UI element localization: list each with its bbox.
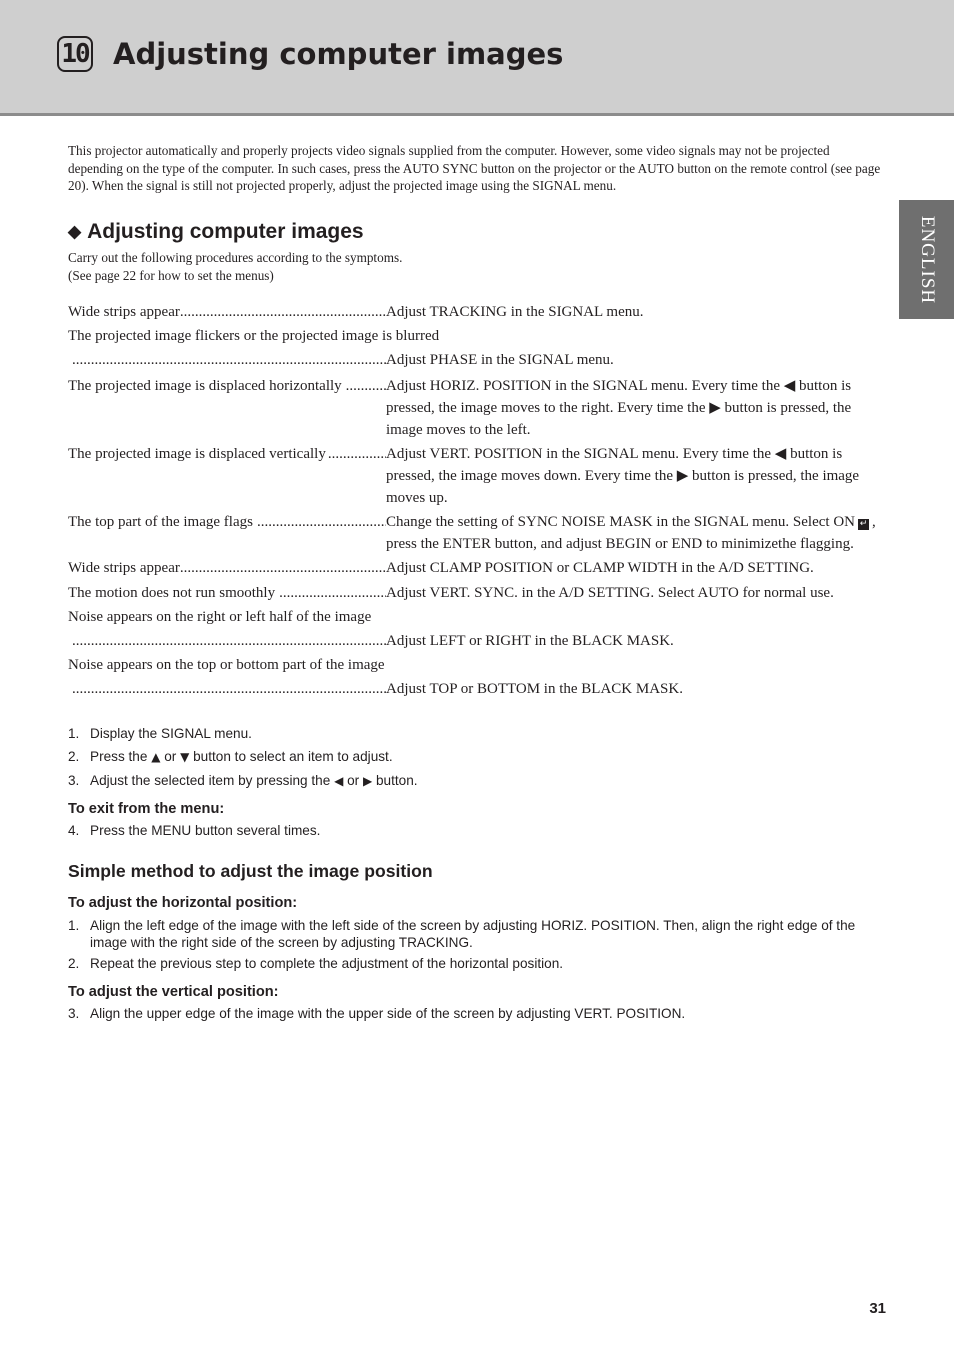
step-number: 4. bbox=[68, 823, 80, 838]
section-description bbox=[68, 249, 402, 285]
symptom-row-motion bbox=[68, 582, 886, 604]
leader-dots bbox=[346, 375, 386, 441]
header-band bbox=[0, 0, 954, 116]
exit-steps-list bbox=[68, 822, 882, 845]
symptom-row-wide-strips-clamp bbox=[68, 557, 886, 579]
symptom-row-noise-top-bottom bbox=[68, 654, 886, 676]
list-item bbox=[68, 822, 882, 839]
step-text-part: or bbox=[347, 773, 360, 788]
step-number: 3. bbox=[68, 773, 80, 788]
right-arrow-icon: ▶ bbox=[362, 774, 373, 788]
leader-dots bbox=[72, 678, 386, 700]
horizontal-position-heading: To adjust the horizontal position: bbox=[68, 895, 298, 911]
leader-dots bbox=[279, 582, 386, 604]
list-item bbox=[68, 772, 882, 790]
step-text-part: Adjust the selected item by pressing the bbox=[90, 773, 331, 788]
remedy-text: Adjust VERT. SYNC. in the A/D SETTING. Select AUTO for normal use. bbox=[386, 585, 834, 601]
section-description-line-1: Carry out the following procedures according to the symptoms. bbox=[68, 250, 403, 265]
step-text: Align the upper edge of the image with the upper side of the screen by adjusting VERT. POSITION. bbox=[90, 1006, 686, 1021]
list-item bbox=[68, 917, 882, 951]
step-number: 3. bbox=[68, 1006, 80, 1021]
symptom-table bbox=[68, 301, 886, 700]
leader-dots bbox=[72, 630, 386, 652]
page-title: Adjusting computer images bbox=[113, 37, 564, 71]
vertical-position-heading: To adjust the vertical position: bbox=[68, 984, 279, 1000]
left-arrow-icon: ◀ bbox=[334, 774, 344, 788]
step-text-part: button. bbox=[375, 773, 418, 788]
step-text: Press the MENU button several times. bbox=[90, 823, 321, 838]
symptom-row-flags bbox=[68, 511, 886, 555]
simple-method-heading: Simple method to adjust the image position bbox=[68, 861, 433, 881]
remedy-text: Adjust HORIZ. POSITION in the SIGNAL menu. Every time the ◀ button is pressed, the image moves to the right. Every time the ▶ button is pressed, the image moves to the left. bbox=[386, 378, 852, 438]
remedy-text-part-1: Change the setting of SYNC NOISE MASK in the SIGNAL menu. Select ON bbox=[386, 514, 855, 530]
symptom-text: Noise appears on the top or bottom part of the image bbox=[68, 657, 385, 673]
remedy-text: Adjust LEFT or RIGHT in the BLACK MASK. bbox=[386, 633, 674, 649]
remedy-row-black-mask-lr bbox=[68, 630, 886, 652]
symptom-text: The projected image flickers or the projected image is blurred bbox=[68, 328, 440, 344]
step-number: 1. bbox=[68, 726, 80, 741]
remedy-text: Adjust VERT. POSITION in the SIGNAL menu. Every time the ◀ button is pressed, the image moves down. Every time the ▶ button is pressed, the image moves up. bbox=[386, 446, 860, 506]
remedy-text: Adjust TOP or BOTTOM in the BLACK MASK. bbox=[386, 681, 683, 697]
symptom-row-flicker bbox=[68, 325, 886, 347]
remedy-row-black-mask-tb bbox=[68, 678, 886, 700]
symptom-row-horizontal bbox=[68, 375, 886, 441]
symptom-text: The projected image is displaced vertically bbox=[68, 446, 326, 462]
menu-steps-list bbox=[68, 725, 882, 796]
horizontal-steps-list bbox=[68, 917, 882, 978]
leader-dots bbox=[180, 301, 386, 323]
exit-menu-heading: To exit from the menu: bbox=[68, 801, 225, 817]
symptom-text: The top part of the image flags bbox=[68, 514, 253, 530]
vertical-steps-list bbox=[68, 1005, 882, 1028]
remedy-text bbox=[386, 511, 886, 555]
step-text bbox=[90, 772, 882, 790]
symptom-text: The projected image is displaced horizontally bbox=[68, 378, 342, 394]
diamond-bullet-icon: ◆ bbox=[68, 222, 82, 241]
list-item bbox=[68, 748, 882, 766]
remedy-text-part-2: , press the ENTER button, and adjust BEGIN or END to minimizethe flagging. bbox=[386, 514, 876, 552]
step-text-part: button to select an item to adjust. bbox=[193, 749, 393, 764]
step-text: Repeat the previous step to complete the adjustment of the horizontal position. bbox=[90, 956, 564, 971]
remedy-row-phase bbox=[68, 349, 886, 371]
symptom-row-wide-strips bbox=[68, 301, 886, 323]
step-number: 2. bbox=[68, 749, 80, 764]
leader-dots bbox=[328, 443, 386, 509]
section-description-line-2: (See page 22 for how to set the menus) bbox=[68, 268, 274, 283]
symptom-row-noise-left-right bbox=[68, 606, 886, 628]
step-text-part: Press the bbox=[90, 749, 148, 764]
step-text-part: or bbox=[164, 749, 177, 764]
intro-paragraph: This projector automatically and properly projects video signals supplied from the computer. However, some video signals may not be projected depending on the type of the computer. In such cases, press the AUTO SYNC button on the projector or the AUTO button on the remote control (see page 20). When the signal is still not projected properly, adjust the projected image using the SIGNAL menu. bbox=[68, 143, 881, 193]
step-number: 1. bbox=[68, 918, 80, 933]
chapter-number-badge: 10 bbox=[57, 36, 93, 72]
leader-dots bbox=[180, 557, 386, 579]
list-item bbox=[68, 1005, 882, 1022]
remedy-text: Adjust TRACKING in the SIGNAL menu. bbox=[386, 304, 644, 320]
step-text: Align the left edge of the image with the left side of the screen by adjusting HORIZ. POSITION. Then, align the right edge of the image with the right side of the screen by adjusting TRACKING. bbox=[90, 918, 856, 950]
language-tab-label: ENGLISH bbox=[916, 215, 938, 304]
section-heading bbox=[68, 218, 364, 247]
remedy-text: Adjust CLAMP POSITION or CLAMP WIDTH in the A/D SETTING. bbox=[386, 560, 814, 576]
language-tab bbox=[899, 200, 954, 319]
enter-icon: ↵ bbox=[859, 519, 868, 529]
down-arrow-icon: ▼ bbox=[180, 750, 190, 764]
symptom-row-vertical bbox=[68, 443, 886, 509]
symptom-text: Noise appears on the right or left half of the image bbox=[68, 609, 372, 625]
leader-dots bbox=[72, 349, 386, 371]
list-item bbox=[68, 955, 882, 972]
symptom-text: Wide strips appear bbox=[68, 560, 180, 576]
up-arrow-icon: ▲ bbox=[151, 750, 161, 764]
remedy-text: Adjust PHASE in the SIGNAL menu. bbox=[386, 352, 614, 368]
symptom-text: The motion does not run smoothly bbox=[68, 585, 276, 601]
section-heading-text: Adjusting computer images bbox=[87, 220, 364, 243]
leader-dots bbox=[257, 511, 386, 555]
symptom-text: Wide strips appear bbox=[68, 304, 180, 320]
step-text: Display the SIGNAL menu. bbox=[90, 726, 252, 741]
step-text bbox=[90, 748, 882, 766]
page-number: 31 bbox=[869, 1300, 886, 1317]
step-number: 2. bbox=[68, 956, 80, 971]
list-item bbox=[68, 725, 882, 742]
